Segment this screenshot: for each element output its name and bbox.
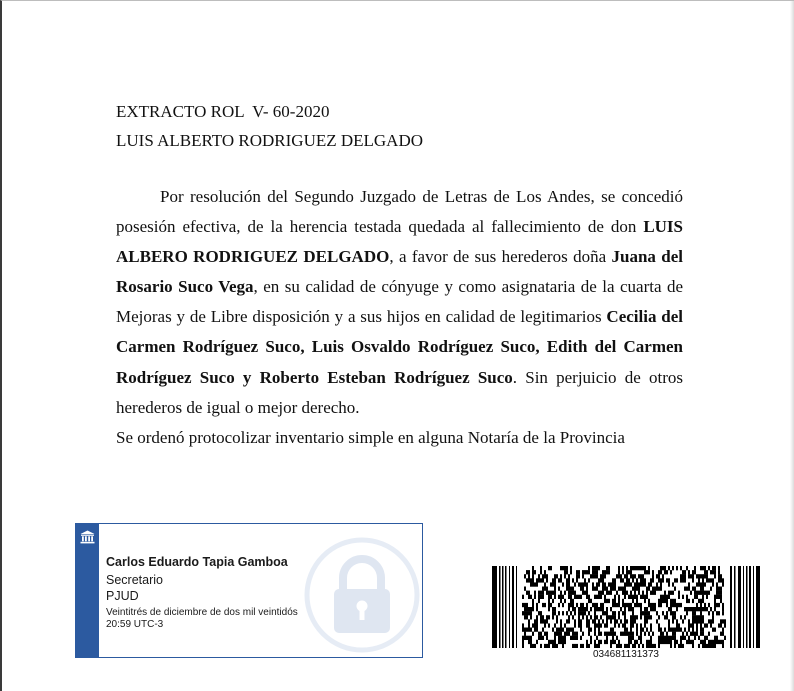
heirs-bold-names: Cecilia del Carmen Rodríguez Suco, Luis Osvaldo Rodríguez Suco, Edith del Carmen Rodríguez Suco y Roberto Esteban Rodríguez Suco [116, 307, 684, 387]
signer-role: Secretario [106, 573, 163, 587]
barcode-number: 034681131373 [593, 649, 659, 660]
deceased-bold-name: LUIS ALBERO RODRIGUEZ DELGADO [116, 217, 683, 267]
signer-organization: PJUD [106, 589, 139, 603]
signature-date: Veintitrés de diciembre de dos mil veintidós [106, 607, 298, 618]
deceased-name: LUIS ALBERTO RODRIGUEZ DELGADO [116, 131, 424, 150]
signature-side-bar [76, 524, 99, 657]
protocol-line: Se ordenó protocolizar inventario simple en alguna Notaría de la Provincia [116, 427, 625, 447]
signer-name: Carlos Eduardo Tapia Gamboa [106, 555, 288, 569]
case-number: EXTRACTO ROL V- 60-2020 [116, 102, 330, 121]
signature-details [106, 553, 406, 631]
document-body [116, 182, 683, 453]
courthouse-icon [80, 530, 95, 544]
resolution-paragraph: Por resolución del Segundo Juzgado de Letras de Los Andes, se concedió posesión efectiva, de la herencia testada quedada al fallecimiento de don LUIS ALBERO RODRIGUEZ DELGADO, a favor de sus herederos doña Juana del Rosario Suco Vega, en su calidad de cónyuge y como asignataria de la cuarta de Mejoras y de Libre disposición y a sus hijos en calidad de legitimarios Cecilia del Carmen Rodríguez Suco, Luis Osvaldo Rodríguez Suco, Edith del Carmen Rodríguez Suco y Roberto Esteban Rodríguez Suco. Sin perjuicio de otros herederos de igual o mejor derecho. [116, 187, 684, 417]
electronic-signature-box [75, 523, 423, 658]
signature-time: 20:59 UTC-3 [106, 619, 164, 630]
spouse-bold-name: Juana del Rosario Suco Vega [116, 247, 684, 297]
barcode-image [492, 566, 760, 648]
document-heading [116, 97, 716, 155]
